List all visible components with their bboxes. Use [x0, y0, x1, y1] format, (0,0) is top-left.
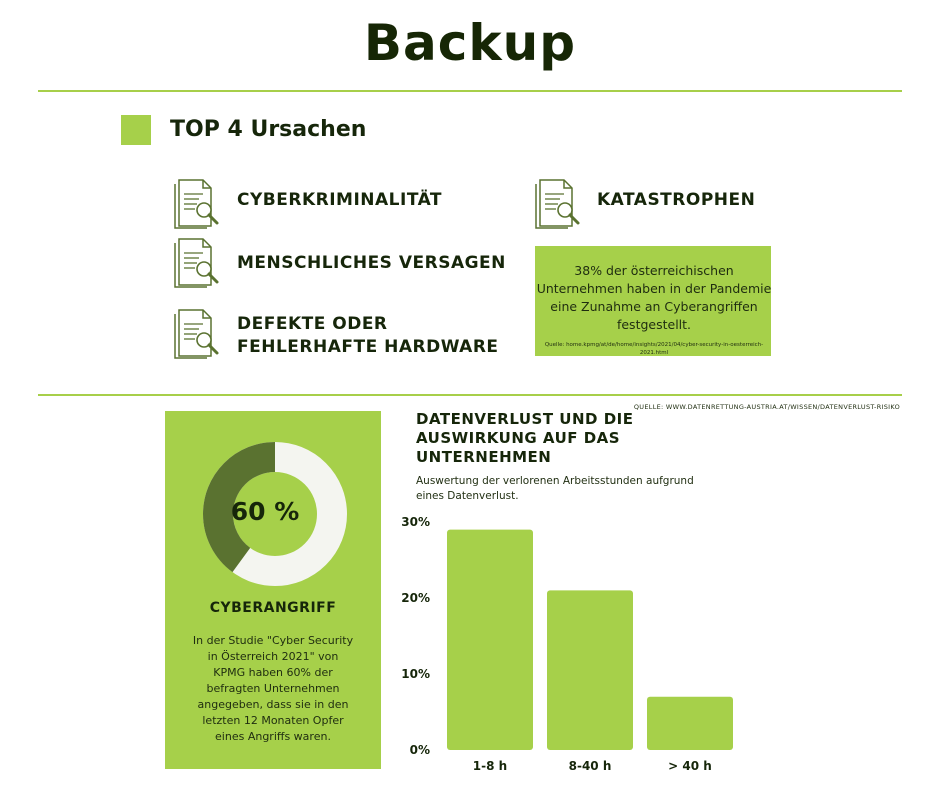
section-heading: TOP 4 Ursachen	[170, 117, 367, 142]
page-title: Backup	[363, 14, 577, 72]
source-line: QUELLE: WWW.DATENRETTUNG-AUSTRIA.AT/WISSEN/DATENVERLUST-RISIKO	[633, 403, 900, 411]
bar	[447, 530, 533, 750]
donut-percent-label: 60 %	[230, 497, 300, 526]
chart-subtitle: Auswertung der verlorenen Arbeitsstunden aufgrund eines Datenverlust.	[416, 475, 694, 502]
stat-source: Quelle: home.kpmg/at/de/home/insights/2021/04/cyber-security-in-oesterreich-2021.html	[544, 342, 764, 356]
cause-label-defekte-hardware: DEFEKTE ODER FEHLERHAFTE HARDWARE	[237, 314, 499, 357]
bar-chart	[380, 505, 760, 780]
middle-divider	[38, 394, 902, 396]
cause-label-cyberkriminalitaet: CYBERKRIMINALITÄT	[237, 190, 443, 210]
document-magnifier-icon	[534, 178, 582, 230]
bar	[647, 697, 733, 750]
x-tick-label: 1-8 h	[472, 759, 508, 773]
y-tick-label: 0%	[409, 743, 430, 757]
document-magnifier-icon	[173, 308, 221, 360]
x-tick-label: > 40 h	[668, 759, 712, 773]
document-magnifier-icon	[173, 237, 221, 289]
cyber-text: In der Studie "Cyber Security in Österreich 2021" von KPMG haben 60% der befragten Unternehmen angegeben, dass sie in den letzten 12 Monaten Opfer eines Angriffs waren.	[192, 634, 354, 743]
y-tick-label: 10%	[401, 667, 430, 681]
stat-text: 38% der österreichischen Unternehmen haben in der Pandemie eine Zunahme an Cyberangriffen festgestellt.	[536, 263, 772, 332]
chart-title: DATENVERLUST UND DIE AUSWIRKUNG AUF DAS UNTERNEHMEN	[416, 410, 634, 466]
section-marker	[121, 115, 151, 145]
top-divider	[38, 90, 902, 92]
bar	[547, 590, 633, 750]
cause-label-katastrophen: KATASTROPHEN	[597, 190, 756, 210]
cyber-title: CYBERANGRIFF	[209, 600, 337, 616]
cause-label-menschliches-versagen: MENSCHLICHES VERSAGEN	[237, 253, 506, 273]
y-tick-label: 30%	[401, 515, 430, 529]
document-magnifier-icon	[173, 178, 221, 230]
y-tick-label: 20%	[401, 591, 430, 605]
x-tick-label: 8-40 h	[568, 759, 612, 773]
